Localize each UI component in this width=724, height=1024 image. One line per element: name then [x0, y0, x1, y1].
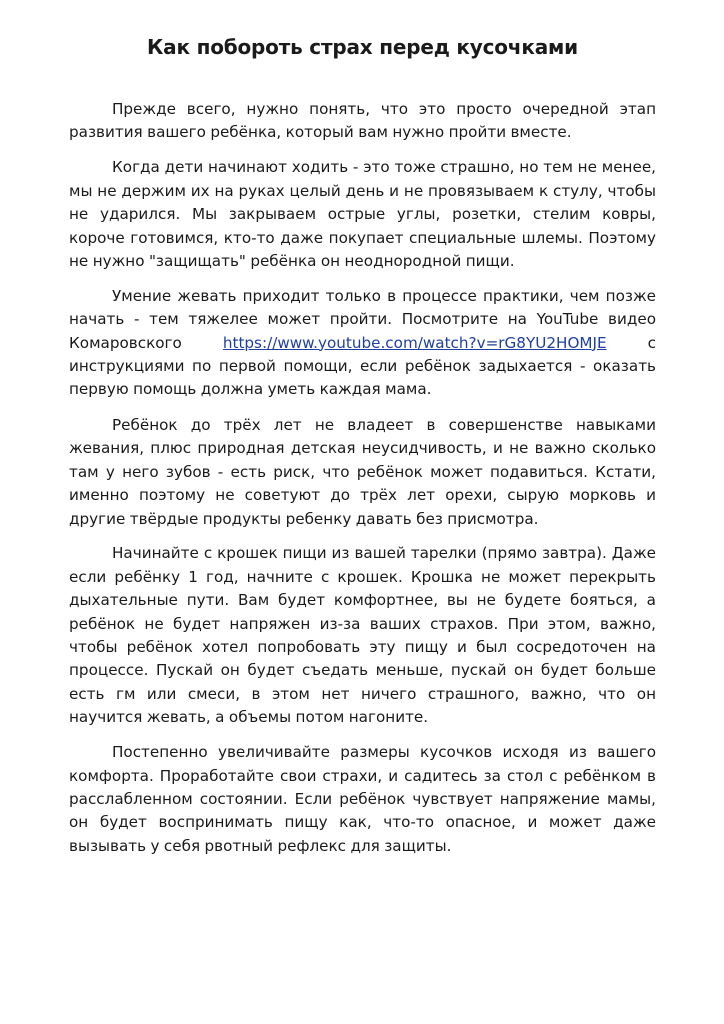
paragraph-3-text-before: Умение жевать приходит только в процессе практики, чем позже начать - тем тяжелее может пройти. Посмотрите на YouTube видео Комаровского	[69, 286, 656, 352]
paragraph-3	[69, 285, 656, 402]
paragraph-4: Ребёнок до трёх лет не владеет в совершенстве навыками жевания, плюс природная детская неусидчивость, и не важно сколько там у него зубов - есть риск, что ребёнок может подавиться. Кстати, именно поэтому не советуют до трёх лет орехи, сырую морковь и другие твёрдые продукты ребенку давать без присмотра.	[69, 415, 656, 528]
document-title: Как побороть страх перед кусочками	[147, 35, 578, 59]
paragraph-5: Начинайте с крошек пищи из вашей тарелки (прямо завтра). Даже если ребёнку 1 год, начните с крошек. Крошка не может перекрыть дыхательные пути. Вам будет комфортнее, вы не будете бояться, а ребёнок не будет напряжен из-за ваших страхов. При этом, важно, чтобы ребёнок хотел попробовать эту пищу и был сосредоточен на процессе. Пускай он будет съедать меньше, пускай он будет больше есть гм или смеси, в этом нет ничего страшного, важно, что он научится жевать, а объемы потом нагоните.	[69, 544, 656, 727]
youtube-link[interactable]: https://www.youtube.com/watch?v=rG8YU2HOMJE	[222, 333, 607, 352]
paragraph-1: Прежде всего, нужно понять, что это просто очередной этап развития вашего ребёнка, который вам нужно пройти вместе.	[69, 100, 656, 142]
paragraph-3-text-after: с инструкциями по первой помощи, если ребёнок задыхается - оказать первую помощь должна уметь каждая мама.	[69, 333, 656, 399]
paragraph-2: Когда дети начинают ходить - это тоже страшно, но тем не менее, мы не держим их на руках целый день и не провязываем к стулу, чтобы не ударился. Мы закрываем острые углы, розетки, стелим ковры, короче готовимся, кто-то даже покупает специальные шлемы. Поэтому не нужно "защищать" ребёнка он неоднородной пищи.	[69, 158, 656, 270]
paragraph-6: Постепенно увеличивайте размеры кусочков исходя из вашего комфорта. Проработайте свои страхи, и садитесь за стол с ребёнком в расслабленном состоянии. Если ребёнок чувствует напряжение мамы, он будет воспринимать пищу как, что-то опасное, и может даже вызывать у себя рвотный рефлекс для защиты.	[69, 743, 656, 855]
